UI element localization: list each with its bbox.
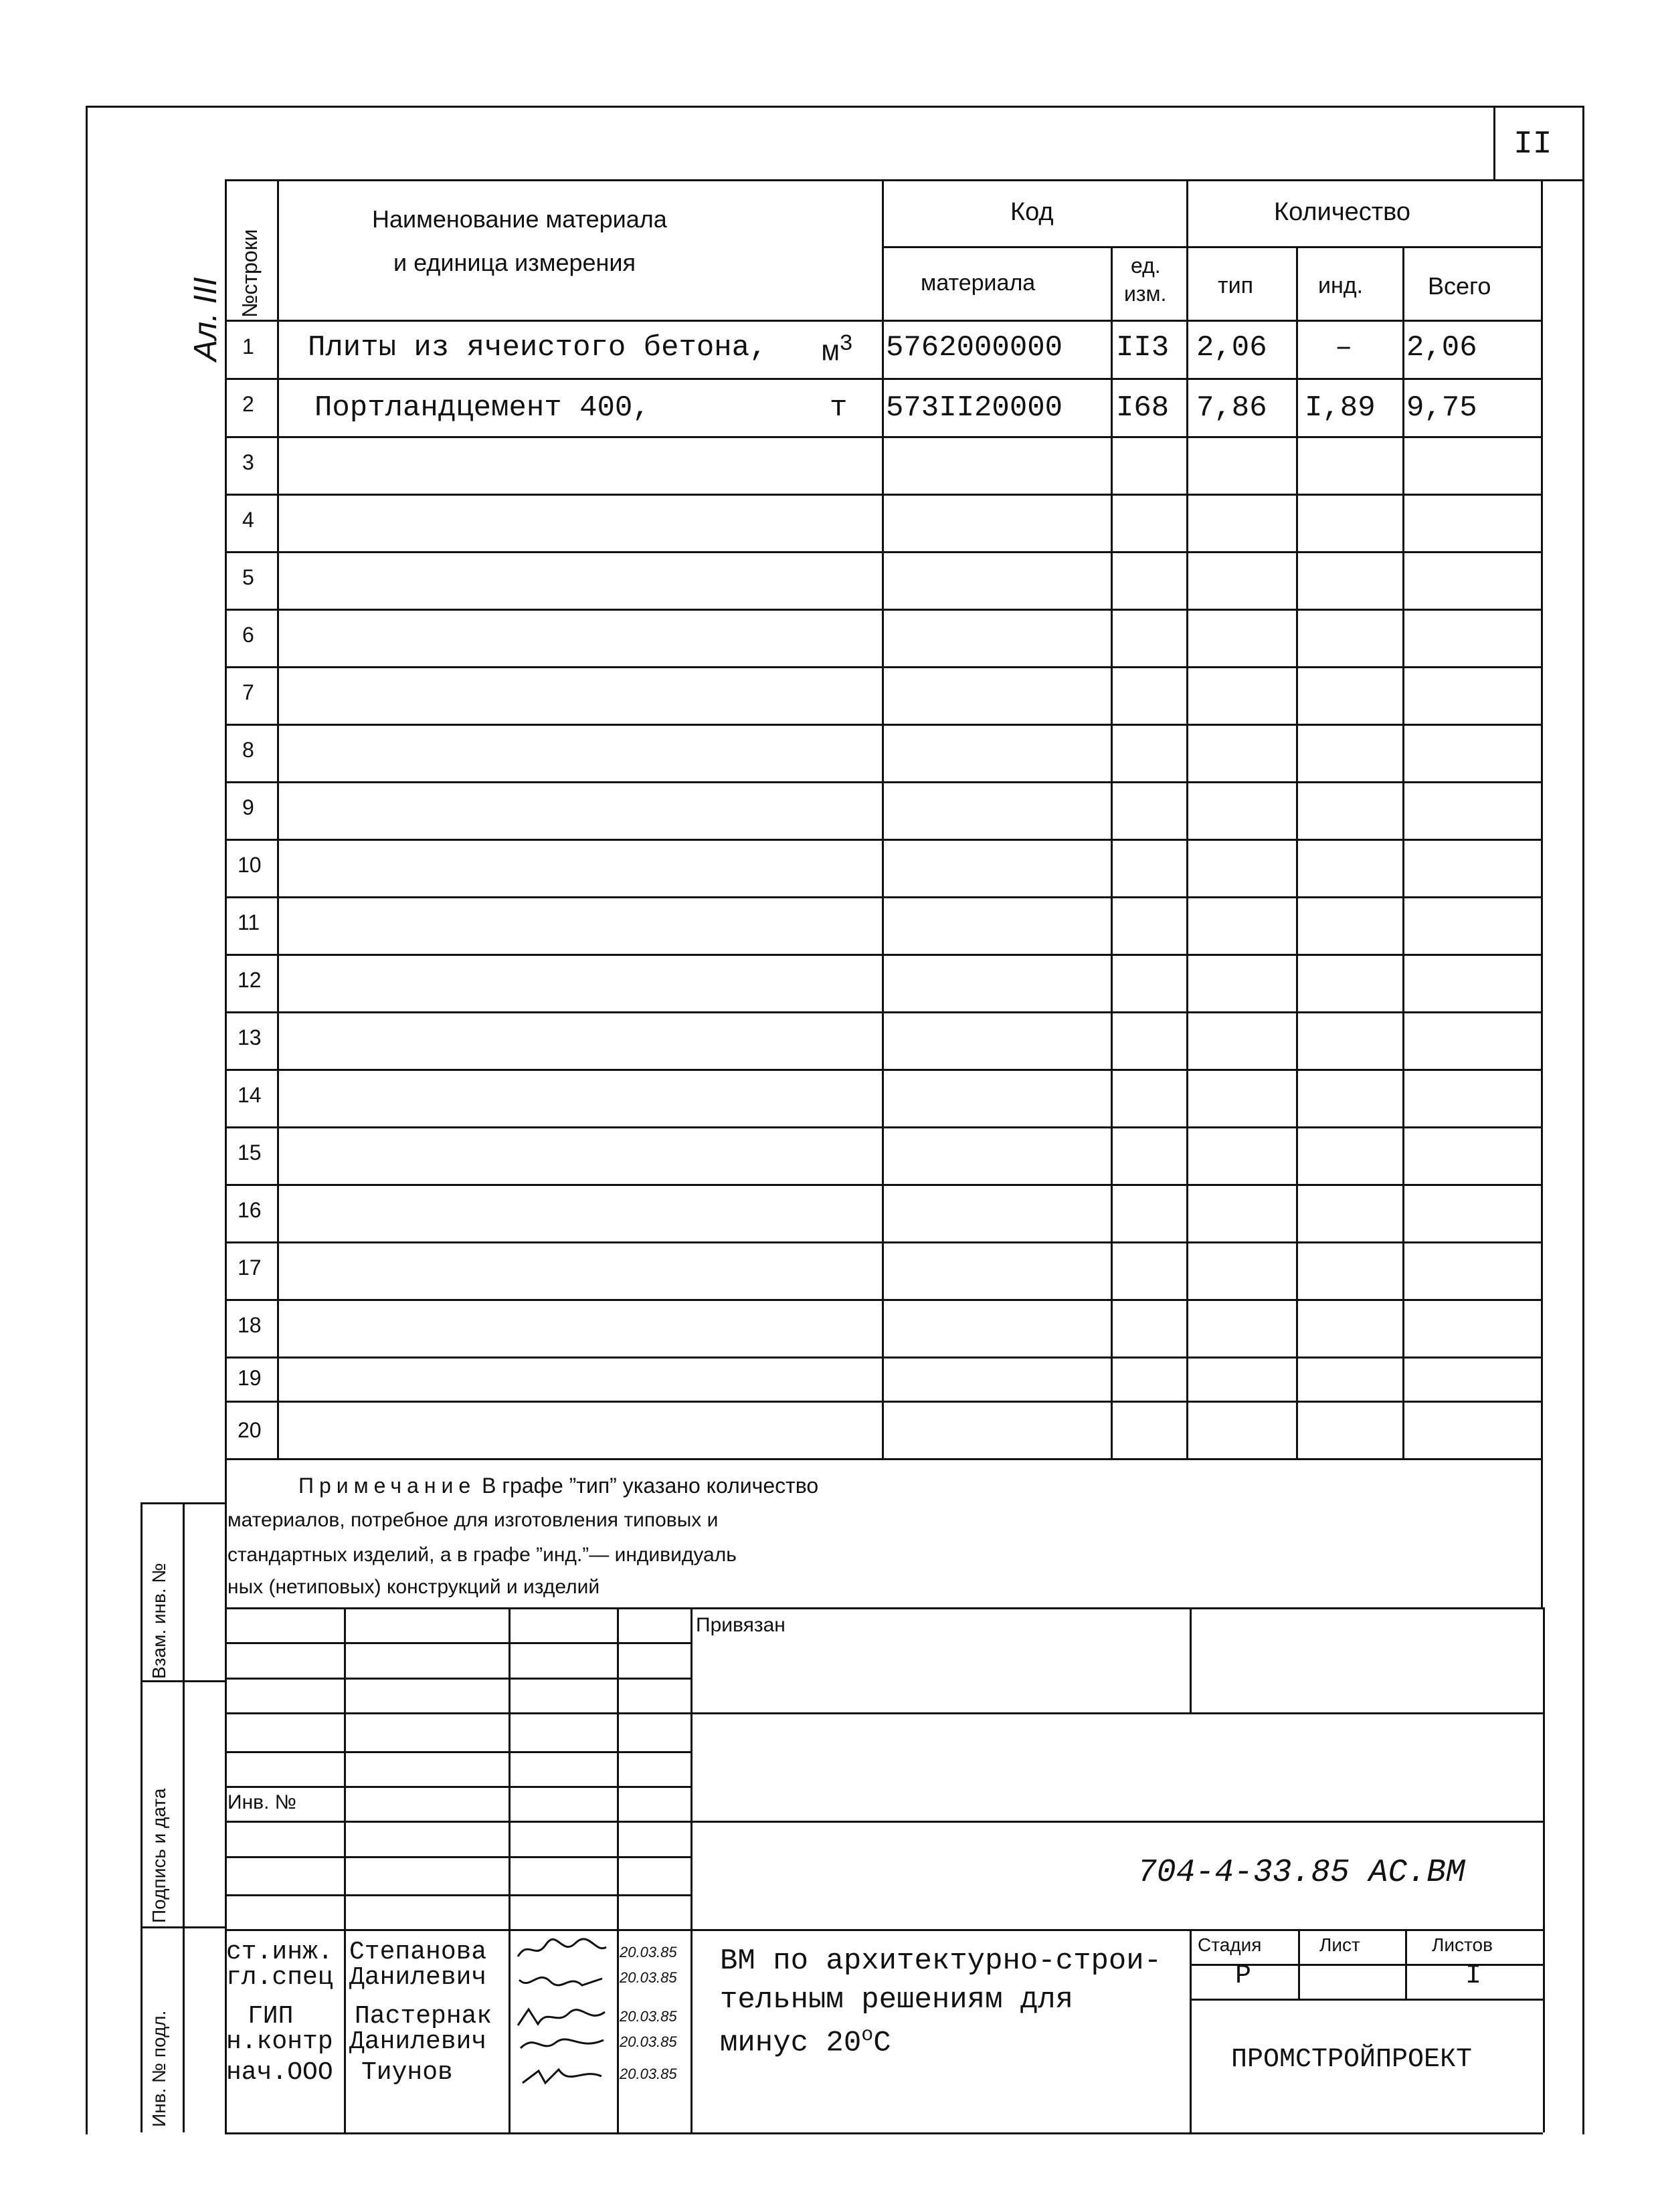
sig-name: Степанова	[349, 1938, 487, 1967]
privyazan-label: Привязан	[696, 1614, 786, 1636]
row-number: 17	[238, 1255, 262, 1280]
doc-title-line2: тельным решениям для	[720, 1983, 1074, 2017]
note-line3: стандартных изделий, а в графе ”инд.”— индивидуаль	[227, 1544, 737, 1566]
header-name-line2: и единица измерения	[393, 249, 636, 276]
album-label: Ал. III	[188, 277, 223, 361]
row-number: 14	[238, 1083, 262, 1107]
row2-unit-code: I68	[1116, 391, 1170, 425]
inv-no-label: Инв. №	[227, 1791, 296, 1813]
row-number: 11	[238, 910, 260, 934]
sig-role: ГИП	[248, 2002, 294, 2031]
row-number: 2	[242, 392, 254, 416]
header-code-material: материала	[921, 270, 1036, 296]
signature-scribble	[515, 1967, 609, 1993]
sheet-label: Лист	[1319, 1934, 1360, 1955]
row1-total: 2,06	[1406, 331, 1477, 365]
row1-ind: –	[1335, 331, 1353, 365]
row-number: 18	[238, 1313, 262, 1337]
row-number: 20	[238, 1418, 262, 1442]
row2-type: 7,86	[1196, 391, 1267, 425]
row-number: 7	[242, 680, 254, 704]
stage-value: Р	[1235, 1961, 1252, 1991]
sig-role: ст.инж.	[226, 1938, 333, 1967]
row2-name: Портландцемент 400,	[314, 391, 650, 425]
doc-title-line1: ВМ по архитектурно-строи-	[720, 1944, 1162, 1978]
sig-name: Пастернак	[355, 2002, 492, 2031]
row2-total: 9,75	[1406, 391, 1477, 425]
signature-scribble	[515, 2031, 609, 2057]
header-code: Код	[1010, 198, 1054, 226]
row-number: 19	[238, 1366, 262, 1390]
sheets-label: Листов	[1432, 1934, 1493, 1955]
row1-name: Плиты из ячеистого бетона,	[308, 331, 767, 365]
sig-name: Данилевич	[349, 1963, 487, 1992]
sig-date: 20.03.85	[620, 2066, 677, 2082]
sig-name: Данилевич	[349, 2027, 487, 2056]
organization-name: ПРОМСТРОЙПРОЕКТ	[1231, 2045, 1473, 2075]
row-number: 4	[242, 508, 254, 532]
row-number: 9	[242, 795, 254, 819]
note-line2: материалов, потребное для изготовления типовых и	[227, 1509, 719, 1531]
sig-role: н.контр	[226, 2027, 333, 2056]
label-inv-podl: Инв. № подл.	[149, 2010, 169, 2127]
stage-label: Стадия	[1198, 1934, 1262, 1955]
note-line4: ных (нетиповых) конструкций и изделий	[227, 1576, 600, 1598]
row1-unit: $м^3$	[822, 332, 853, 370]
materials-table	[225, 179, 1543, 1460]
row2-unit: т	[830, 391, 848, 425]
row-number: 10	[238, 853, 262, 877]
sig-date: 20.03.85	[620, 1944, 677, 1960]
note-lead: Примечание	[298, 1474, 476, 1498]
row-number: 5	[242, 565, 254, 589]
header-code-unit-1: ед.	[1131, 254, 1161, 278]
header-qty-type: тип	[1218, 273, 1253, 298]
header-name-line1: Наименование материала	[372, 205, 667, 233]
row1-type: 2,06	[1196, 331, 1267, 365]
doc-title-line3: минус $20^оС$	[720, 2024, 891, 2060]
label-podpis-data: Подпись и дата	[149, 1788, 169, 1923]
sig-name: Тиунов	[361, 2058, 453, 2087]
row-number: 12	[238, 968, 262, 992]
row-number: 8	[242, 738, 254, 762]
signature-scribble	[515, 1936, 609, 1963]
sig-date: 20.03.85	[620, 1969, 677, 1986]
sig-date: 20.03.85	[620, 2033, 677, 2050]
row-number: 16	[238, 1198, 262, 1222]
sig-date: 20.03.85	[620, 2008, 677, 2025]
label-vzam-inv: Взам. инв. №	[149, 1563, 169, 1679]
sheet-number: II	[1513, 126, 1552, 163]
header-qty-total: Всего	[1428, 272, 1491, 300]
row-number: 13	[238, 1025, 262, 1049]
signature-scribble	[515, 2004, 609, 2031]
row-number: 3	[242, 450, 254, 474]
sig-role: нач.ООО	[226, 2058, 333, 2087]
row1-material-code: 5762000000	[886, 331, 1063, 365]
signature-scribble	[519, 2063, 606, 2090]
header-qty-ind: инд.	[1318, 273, 1364, 298]
row2-ind: I,89	[1305, 391, 1376, 425]
doc-code: 704-4-33.85 АС.ВМ	[1137, 1855, 1465, 1891]
header-quantity: Количество	[1274, 198, 1411, 226]
row2-material-code: 573II20000	[886, 391, 1063, 425]
header-code-unit-2: изм.	[1124, 282, 1167, 306]
row1-unit-code: II3	[1116, 331, 1170, 365]
row-number: 1	[242, 334, 254, 359]
header-row-no: №строки	[238, 229, 262, 318]
note-line1: Примечание В графе ”тип” указано количество	[298, 1474, 819, 1498]
sheets-value: I	[1465, 1961, 1482, 1991]
sig-role: гл.спец	[226, 1963, 333, 1992]
row-number: 15	[238, 1140, 262, 1165]
row-number: 6	[242, 623, 254, 647]
